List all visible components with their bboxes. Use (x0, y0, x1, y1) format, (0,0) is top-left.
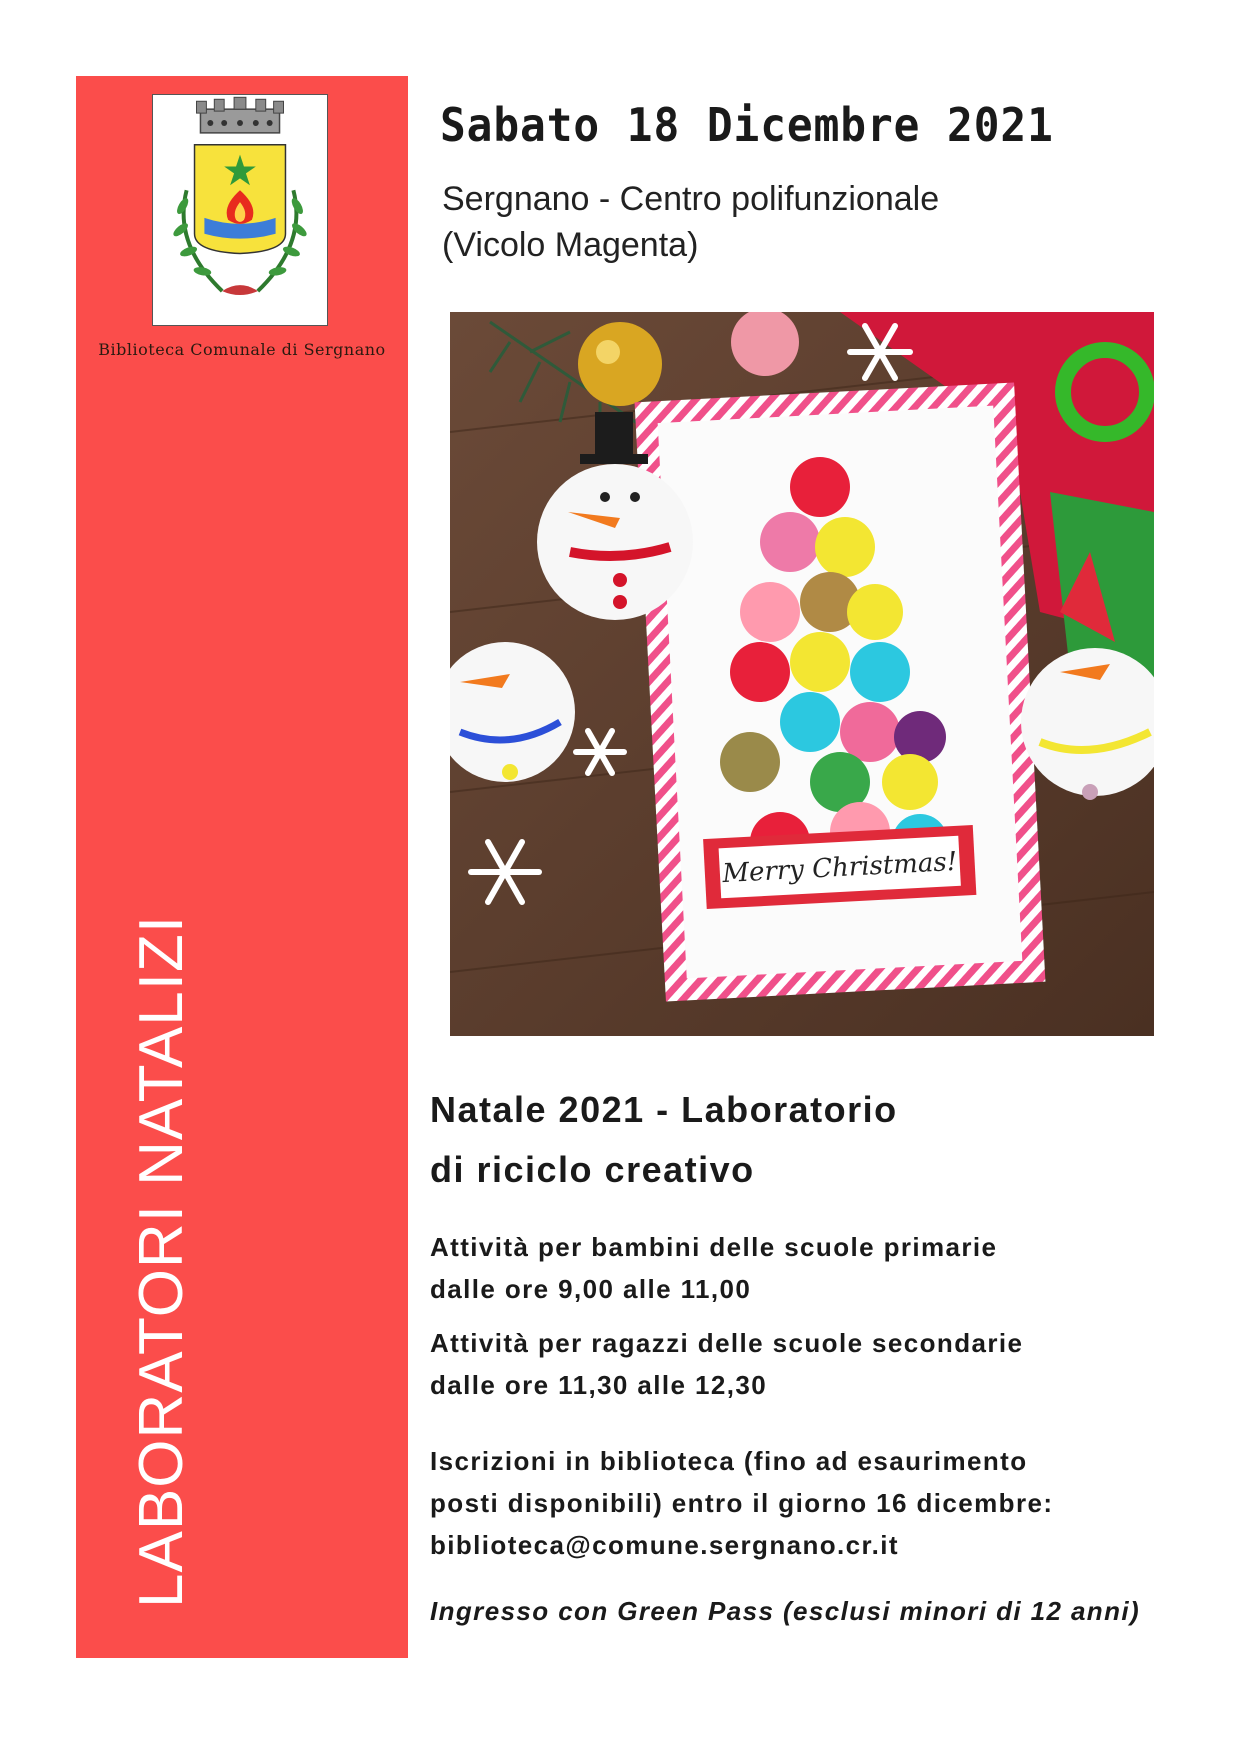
crest-icon (153, 95, 327, 325)
event-place (442, 176, 939, 268)
christmas-card-illustration (450, 312, 1154, 1036)
workshop-heading-line2: di riciclo creativo (430, 1149, 755, 1190)
christmas-craft-photo (450, 312, 1154, 1036)
merry-christmas-banner: Merry Christmas! (721, 846, 958, 890)
primary-activity-line2: dalle ore 9,00 alle 11,00 (430, 1274, 752, 1304)
primary-activity (430, 1226, 1190, 1310)
contact-email: biblioteca@comune.sergnano.cr.it (430, 1530, 899, 1560)
event-date: Sabato 18 Dicembre 2021 (440, 98, 1054, 152)
municipal-crest (152, 94, 328, 326)
secondary-activity (430, 1322, 1190, 1406)
vertical-title: LABORATORI NATALIZI (127, 914, 196, 1608)
event-place-line2: (Vicolo Magenta) (442, 226, 699, 264)
registration-line2: posti disponibili) entro il giorno 16 dicembre: (430, 1488, 1054, 1518)
library-name: Biblioteca Comunale di Sergnano (98, 340, 386, 359)
secondary-activity-line1: Attività per ragazzi delle scuole secondarie (430, 1328, 1024, 1358)
green-pass-note: Ingresso con Green Pass (esclusi minori di 12 anni) (430, 1596, 1141, 1626)
workshop-heading-line1: Natale 2021 - Laboratorio (430, 1089, 898, 1130)
workshop-heading (430, 1080, 1190, 1200)
event-place-line1: Sergnano - Centro polifunzionale (442, 180, 940, 218)
registration-line1: Iscrizioni in biblioteca (fino ad esaurimento (430, 1446, 1028, 1476)
registration-info (430, 1440, 1190, 1566)
secondary-activity-line2: dalle ore 11,30 alle 12,30 (430, 1370, 768, 1400)
primary-activity-line1: Attività per bambini delle scuole primarie (430, 1232, 998, 1262)
